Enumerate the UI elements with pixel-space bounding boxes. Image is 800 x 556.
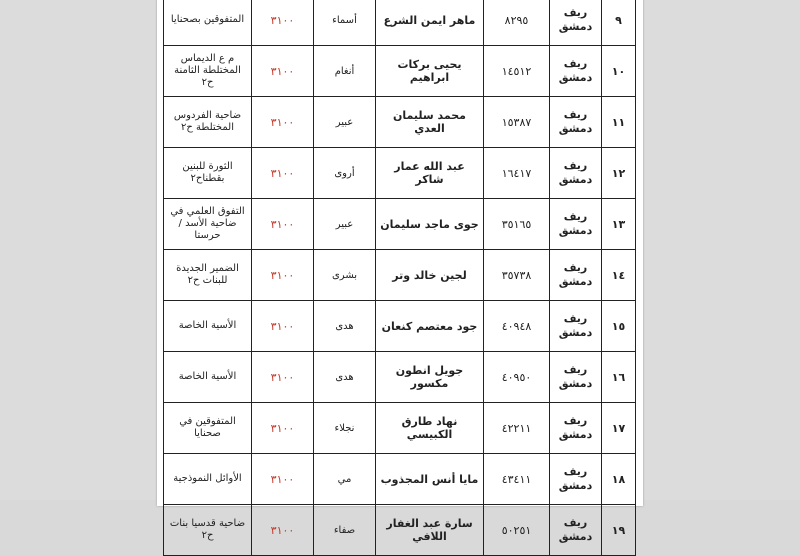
teacher-name-cell: مي xyxy=(314,454,376,505)
table-row xyxy=(164,199,636,250)
teacher-name-cell: هدى xyxy=(314,301,376,352)
school-cell: الأوائل النموذجية xyxy=(164,454,252,505)
region-cell: ريف دمشق xyxy=(550,454,602,505)
results-table xyxy=(163,0,636,556)
teacher-name-cell: أروى xyxy=(314,148,376,199)
document-page xyxy=(157,0,643,543)
table-body xyxy=(164,0,636,556)
region-cell: ريف دمشق xyxy=(550,505,602,556)
student-code-cell: ٣٥١٦٥ xyxy=(484,199,550,250)
student-code-cell: ١٥٣٨٧ xyxy=(484,97,550,148)
school-cell: م ع الديماس المختلطة الثامنة ح٢ xyxy=(164,46,252,97)
student-name-cell: محمد سليمان العدي xyxy=(376,97,484,148)
table-row xyxy=(164,505,636,556)
row-number-cell: ١٣ xyxy=(602,199,636,250)
amount-cell: ٣١٠٠ xyxy=(252,199,314,250)
teacher-name-cell: هدى xyxy=(314,352,376,403)
region-cell: ريف دمشق xyxy=(550,97,602,148)
student-code-cell: ٤٢٢١١ xyxy=(484,403,550,454)
region-cell: ريف دمشق xyxy=(550,0,602,46)
student-name-cell: نهاد طارق الكبيسي xyxy=(376,403,484,454)
row-number-cell: ١٩ xyxy=(602,505,636,556)
student-code-cell: ٤٠٩٥٠ xyxy=(484,352,550,403)
student-code-cell: ٤٣٤١١ xyxy=(484,454,550,505)
school-cell: ضاحية الفردوس المختلطة ح٢ xyxy=(164,97,252,148)
row-number-cell: ١٤ xyxy=(602,250,636,301)
row-number-cell: ١٥ xyxy=(602,301,636,352)
school-cell: التفوق العلمي في ضاحية الأسد /حرستا xyxy=(164,199,252,250)
school-cell: الضمير الجديدة للبنات ح٢ xyxy=(164,250,252,301)
viewer-left-margin xyxy=(0,0,157,500)
amount-cell: ٣١٠٠ xyxy=(252,97,314,148)
region-cell: ريف دمشق xyxy=(550,301,602,352)
region-cell: ريف دمشق xyxy=(550,403,602,454)
amount-cell: ٣١٠٠ xyxy=(252,454,314,505)
row-number-cell: ١٦ xyxy=(602,352,636,403)
student-code-cell: ٣٥٧٣٨ xyxy=(484,250,550,301)
region-cell: ريف دمشق xyxy=(550,199,602,250)
table-row xyxy=(164,148,636,199)
student-name-cell: لجين خالد وتر xyxy=(376,250,484,301)
student-code-cell: ٥٠٢٥١ xyxy=(484,505,550,556)
table-row xyxy=(164,301,636,352)
student-code-cell: ٨٢٩٥ xyxy=(484,0,550,46)
school-cell: المتفوقين بصحنايا xyxy=(164,0,252,46)
teacher-name-cell: عبير xyxy=(314,97,376,148)
table-row xyxy=(164,403,636,454)
amount-cell: ٣١٠٠ xyxy=(252,301,314,352)
amount-cell: ٣١٠٠ xyxy=(252,505,314,556)
region-cell: ريف دمشق xyxy=(550,46,602,97)
school-cell: الثورة للبنين بقطناح٢ xyxy=(164,148,252,199)
table-row xyxy=(164,46,636,97)
viewer-right-margin xyxy=(643,0,800,500)
teacher-name-cell: بشرى xyxy=(314,250,376,301)
student-name-cell: سارة عبد الغفار اللافي xyxy=(376,505,484,556)
region-cell: ريف دمشق xyxy=(550,250,602,301)
amount-cell: ٣١٠٠ xyxy=(252,148,314,199)
teacher-name-cell: عبير xyxy=(314,199,376,250)
student-code-cell: ١٦٤١٧ xyxy=(484,148,550,199)
table-row xyxy=(164,454,636,505)
student-name-cell: عبد الله عمار شاكر xyxy=(376,148,484,199)
table-row xyxy=(164,97,636,148)
school-cell: الأسية الخاصة xyxy=(164,352,252,403)
region-cell: ريف دمشق xyxy=(550,148,602,199)
amount-cell: ٣١٠٠ xyxy=(252,250,314,301)
teacher-name-cell: نجلاء xyxy=(314,403,376,454)
row-number-cell: ١٠ xyxy=(602,46,636,97)
student-name-cell: مايا أنس المجذوب xyxy=(376,454,484,505)
teacher-name-cell: أنغام xyxy=(314,46,376,97)
table-row xyxy=(164,352,636,403)
amount-cell: ٣١٠٠ xyxy=(252,0,314,46)
row-number-cell: ١٧ xyxy=(602,403,636,454)
school-cell: الأسية الخاصة xyxy=(164,301,252,352)
amount-cell: ٣١٠٠ xyxy=(252,352,314,403)
student-name-cell: يحيى بركات ابراهيم xyxy=(376,46,484,97)
table-row xyxy=(164,250,636,301)
school-cell: المتفوقين في صحنايا xyxy=(164,403,252,454)
student-name-cell: جوى ماجد سليمان xyxy=(376,199,484,250)
row-number-cell: ١٨ xyxy=(602,454,636,505)
student-code-cell: ١٤٥١٢ xyxy=(484,46,550,97)
student-name-cell: ماهر ايمن الشرع xyxy=(376,0,484,46)
school-cell: ضاحية قدسيا بنات ح٢ xyxy=(164,505,252,556)
table-row xyxy=(164,0,636,46)
amount-cell: ٣١٠٠ xyxy=(252,403,314,454)
amount-cell: ٣١٠٠ xyxy=(252,46,314,97)
teacher-name-cell: صفاء xyxy=(314,505,376,556)
row-number-cell: ٩ xyxy=(602,0,636,46)
student-code-cell: ٤٠٩٤٨ xyxy=(484,301,550,352)
student-name-cell: جويل انطون مكسور xyxy=(376,352,484,403)
region-cell: ريف دمشق xyxy=(550,352,602,403)
student-name-cell: جود معتصم كنعان xyxy=(376,301,484,352)
row-number-cell: ١١ xyxy=(602,97,636,148)
teacher-name-cell: أسماء xyxy=(314,0,376,46)
row-number-cell: ١٢ xyxy=(602,148,636,199)
